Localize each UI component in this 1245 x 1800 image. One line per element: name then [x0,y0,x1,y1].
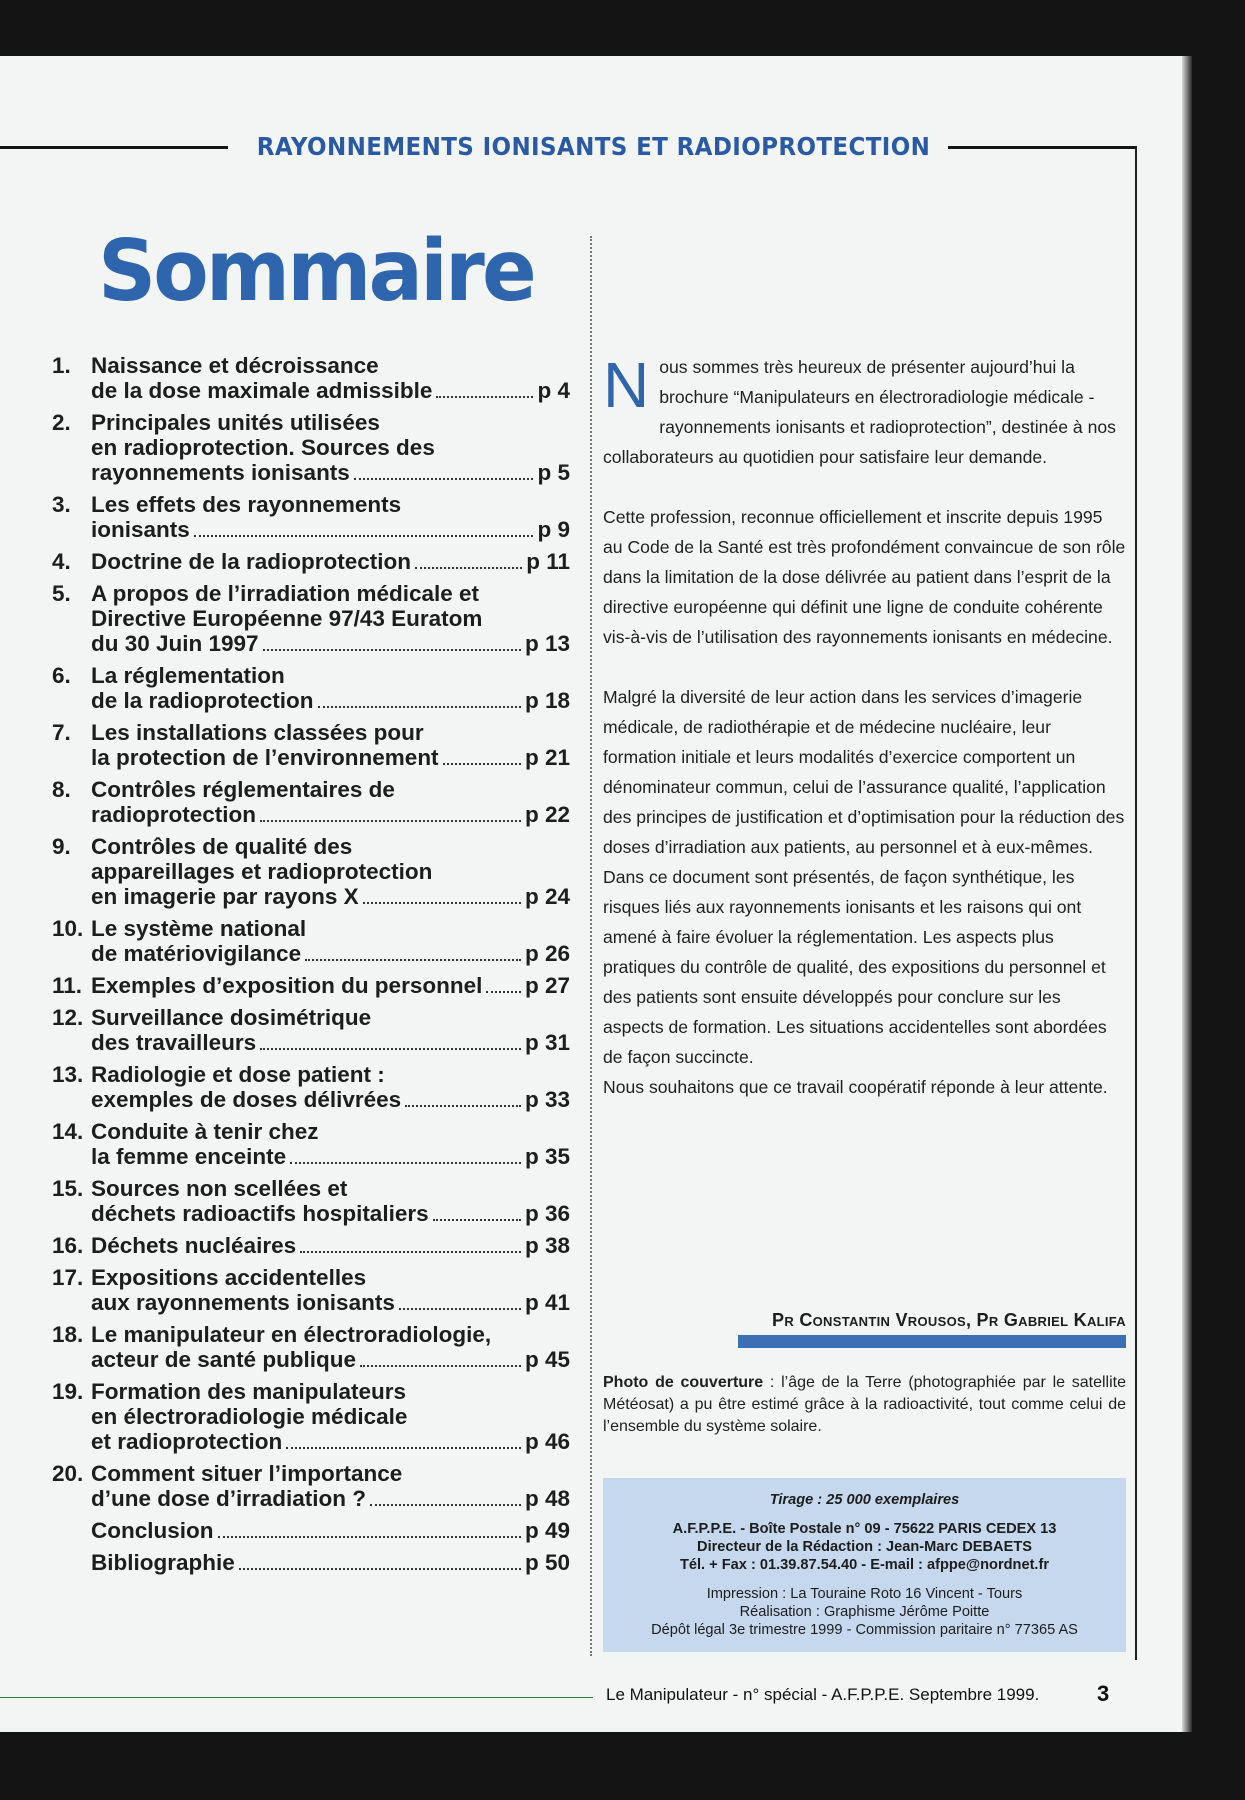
toc-entry-title-line: Surveillance dosimétrique [91,1005,372,1030]
toc-entry [52,1233,570,1258]
toc-dot-leader [354,460,534,480]
impression-line: Impression : La Touraine Roto 16 Vincent - Tours [706,1586,1023,1602]
toc-entry-title-line: Le manipulateur en électroradiologie, [91,1322,492,1347]
toc-entry-title-line: Contrôles réglementaires de [91,777,395,802]
photo-caption-text: : l’âge de la Terre (photographiée par le satellite Météosat) a pu être estimé grâce à la radioactivité, tout comme celui de l’ensemble du système solaire. [603,1374,1127,1435]
toc-entry-title-line: rayonnements ionisants [91,460,350,485]
toc-entry-number: 1. [52,353,71,378]
toc-dot-leader [260,1030,521,1050]
toc-entry [52,353,570,403]
column-divider [590,236,592,1656]
toc-entry-number: 5. [52,581,71,606]
toc-entry-number: 17. [52,1265,84,1290]
header-rule-right [948,146,1136,149]
toc-entry-title-line: Exemples d’exposition du personnel [91,973,483,998]
table-of-contents [52,353,570,1582]
photo-caption [603,1372,1126,1438]
director-line: Directeur de la Rédaction : Jean-Marc DEBAETS [697,1539,1032,1555]
toc-entry [52,916,570,966]
toc-entry-number: 11. [52,973,83,998]
toc-dot-leader [239,1550,521,1570]
toc-entry-title-line: en radioprotection. Sources des [91,435,435,460]
toc-entry-title-line: Principales unités utilisées [91,410,380,435]
toc-entry [52,581,570,656]
toc-entry-number: 15. [52,1176,84,1201]
toc-entry-title-line: de la dose maximale admissible [91,378,433,403]
toc-entry-title-line: Directive Européenne 97/43 Euratom [91,606,483,631]
toc-entry [52,777,570,827]
toc-entry-title-line: Contrôles de qualité des [91,834,353,859]
toc-entry-title-line: de la radioprotection [91,688,314,713]
toc-page-number: p 18 [524,688,570,713]
toc-entry-title-line: radioprotection [91,802,257,827]
toc-page-number: p 24 [524,884,570,909]
print-run: Tirage : 25 000 exemplaires [769,1492,960,1508]
address-line: A.F.P.P.E. - Boîte Postale n° 09 - 75622 PARIS CEDEX 13 [672,1521,1057,1537]
toc-entry-title-line: aux rayonnements ionisants [91,1290,395,1315]
toc-entry-title-line: des travailleurs [91,1030,257,1055]
toc-dot-leader [290,1144,521,1164]
toc-entry-title-line: la femme enceinte [91,1144,287,1169]
toc-entry-title-line: appareillages et radioprotection [91,859,433,884]
toc-entry-title-line: ionisants [91,517,190,542]
toc-entry [52,549,570,574]
toc-entry-title-line: en imagerie par rayons X [91,884,359,909]
toc-page-number: p 4 [537,378,570,403]
toc-page-number: p 31 [524,1030,570,1055]
toc-entry-number: 3. [52,492,71,517]
toc-dot-leader [405,1087,521,1107]
toc-page-number: p 36 [524,1201,570,1226]
toc-dot-leader [399,1290,521,1310]
authors-underline-bar [738,1335,1126,1348]
intro-paragraph-4: Nous souhaitons que ce travail coopératif réponde à leur attente. [603,1077,1108,1097]
toc-page-number: p 33 [524,1087,570,1112]
toc-entry [52,1005,570,1055]
toc-entry-title-line: Comment situer l’importance [91,1461,403,1486]
toc-entry [52,834,570,909]
toc-dot-leader [260,802,521,822]
contact-line: Tél. + Fax : 01.39.87.54.40 - E-mail : afppe@nordnet.fr [679,1557,1050,1573]
page-edge-shadow [1182,56,1192,1732]
toc-entry [52,1461,570,1511]
intro-paragraph-2: Cette profession, reconnue officiellement et inscrite depuis 1995 au Code de la Santé est très profondément convaincue de son rôle dans la limitation de la dose délivrée au patient dans l’esprit de la directive européenne qui définit une ligne de conduite cohérente vis-à-vis de l’utilisation des rayonnements ionisants en médecine. [603,507,1126,647]
toc-dot-leader [436,378,533,398]
toc-entry-title-line: la protection de l’environnement [91,745,439,770]
footer-text: Le Manipulateur - n° spécial - A.F.P.P.E. Septembre 1999. [606,1685,1040,1704]
toc-dot-leader [486,973,521,993]
toc-entry [52,1550,570,1575]
toc-entry-number: 8. [52,777,71,802]
toc-entry-number: 2. [52,410,71,435]
toc-entry-title-line: Les installations classées pour [91,720,424,745]
toc-entry-title-line: de matériovigilance [91,941,302,966]
toc-page-number: p 27 [524,973,570,998]
toc-entry-title-line: A propos de l’irradiation médicale et [91,581,480,606]
toc-entry-title-line: Expositions accidentelles [91,1265,367,1290]
toc-entry-title-line: Naissance et décroissance [91,353,379,378]
toc-entry-title-line: Déchets nucléaires [91,1233,297,1258]
toc-dot-leader [363,884,521,904]
realisation-line: Réalisation : Graphisme Jérôme Poitte [739,1604,990,1620]
toc-page-number: p 48 [524,1486,570,1511]
toc-dot-leader [433,1201,521,1221]
toc-entry-number: 9. [52,834,71,859]
toc-entry-title-line: et radioprotection [91,1429,283,1454]
toc-page-number: p 35 [524,1144,570,1169]
toc-entry-title-line: déchets radioactifs hospitaliers [91,1201,429,1226]
drop-cap: N [603,349,650,421]
toc-page-number: p 9 [537,517,570,542]
toc-page-number: p 5 [537,460,570,485]
page-number: 3 [1097,1681,1110,1706]
toc-entry-number: 6. [52,663,71,688]
toc-page-number: p 49 [524,1518,570,1543]
toc-entry-title-line: d’une dose d’irradiation ? [91,1486,367,1511]
toc-entry-title-line: Radiologie et dose patient : [91,1062,385,1087]
toc-entry [52,1265,570,1315]
legal-deposit-line: Dépôt légal 3e trimestre 1999 - Commission paritaire n° 77365 AS [651,1622,1078,1638]
toc-page-number: p 13 [524,631,570,656]
intro-paragraph-3: Malgré la diversité de leur action dans les services d’imagerie médicale, de radiothérapie et de médecine nucléaire, leur formation initiale et leurs modalités d’exercice comportent un dénominateur commun, celui de l’assurance qualité, l’application des principes de justification et d’optimisation pour la réduction des doses d’irradiation aux patients, au personnel et à eux-mêmes. Dans ce document sont présentés, de façon synthétique, les risques liés aux rayonnements ionisants et les raisons qui ont amené à faire évoluer la réglementation. Les aspects plus pratiques du contrôle de qualité, des expositions du personnel et des patients sont ensuite développés pour conclure sur les aspects de formation. Les situations accidentelles sont abordées de façon succincte. [603,687,1125,1067]
toc-dot-leader [415,549,522,569]
toc-entry-number: 13. [52,1062,84,1087]
toc-entry-title-line: acteur de santé publique [91,1347,357,1372]
toc-entry-number: 14. [52,1119,84,1144]
toc-entry [52,1176,570,1226]
toc-dot-leader [360,1347,521,1367]
header [0,132,1136,162]
photo-caption-label: Photo de couverture [603,1374,764,1391]
publication-info-box [603,1478,1126,1652]
toc-entry-number: 16. [52,1233,84,1258]
toc-entry-title-line: Doctrine de la radioprotection [91,549,412,574]
toc-page-number: p 38 [524,1233,570,1258]
toc-entry-title-line: La réglementation [91,663,285,688]
toc-entry-number: 4. [52,549,71,574]
toc-entry [52,720,570,770]
intro-paragraph-1: ous sommes très heureux de présenter aujourd’hui la brochure “Manipulateurs en électroradiologie médicale - rayonnements ionisants et radioprotection”, destinée à nos collaborateurs au quotidien pour satisfaire leur demande. [603,357,1116,467]
toc-entry [52,1062,570,1112]
sommaire-title: Sommaire [98,222,534,321]
toc-page-number: p 26 [524,941,570,966]
toc-dot-leader [443,745,521,765]
toc-entry-title-line: Formation des manipulateurs [91,1379,407,1404]
toc-entry [52,973,570,998]
toc-page-number: p 22 [524,802,570,827]
toc-entry-title-line: en électroradiologie médicale [91,1404,408,1429]
toc-entry [52,492,570,542]
toc-dot-leader [194,517,534,537]
toc-entry [52,1518,570,1543]
toc-entry-title-line: Conduite à tenir chez [91,1119,319,1144]
authors-signature: Pr Constantin Vrousos, Pr Gabriel Kalifa [772,1310,1126,1330]
toc-entry-title-line: Sources non scellées et [91,1176,348,1201]
toc-entry-number: 12. [52,1005,84,1030]
toc-dot-leader [300,1233,521,1253]
toc-entry [52,1119,570,1169]
toc-entry [52,1379,570,1454]
toc-page-number: p 45 [524,1347,570,1372]
toc-dot-leader [286,1429,521,1449]
toc-entry-title-line: Bibliographie [91,1550,235,1575]
toc-entry-title-line: exemples de doses délivrées [91,1087,402,1112]
toc-entry-title-line: Les effets des rayonnements [91,492,402,517]
toc-dot-leader [318,688,521,708]
toc-page-number: p 50 [524,1550,570,1575]
toc-entry-number: 19. [52,1379,84,1404]
toc-page-number: p 41 [524,1290,570,1315]
toc-entry-number: 20. [52,1461,84,1486]
toc-dot-leader [263,631,521,651]
right-frame-rule [1135,146,1137,1660]
toc-entry-number: 18. [52,1322,84,1347]
toc-entry-number: 10. [52,916,84,941]
toc-entry-title-line: Conclusion [91,1518,214,1543]
header-rule-left [0,146,228,149]
toc-page-number: p 21 [524,745,570,770]
footer-rule [0,1697,593,1698]
toc-entry [52,663,570,713]
toc-entry [52,1322,570,1372]
toc-dot-leader [218,1518,521,1538]
toc-page-number: p 11 [526,549,570,574]
toc-dot-leader [305,941,521,961]
toc-entry-title-line: Le système national [91,916,307,941]
toc-entry [52,410,570,485]
toc-entry-title-line: du 30 Juin 1997 [91,631,259,656]
header-title: RAYONNEMENTS IONISANTS ET RADIOPROTECTION [256,132,931,161]
toc-entry-number: 7. [52,720,71,745]
toc-dot-leader [370,1486,521,1506]
introduction [603,349,1126,1102]
toc-page-number: p 46 [524,1429,570,1454]
